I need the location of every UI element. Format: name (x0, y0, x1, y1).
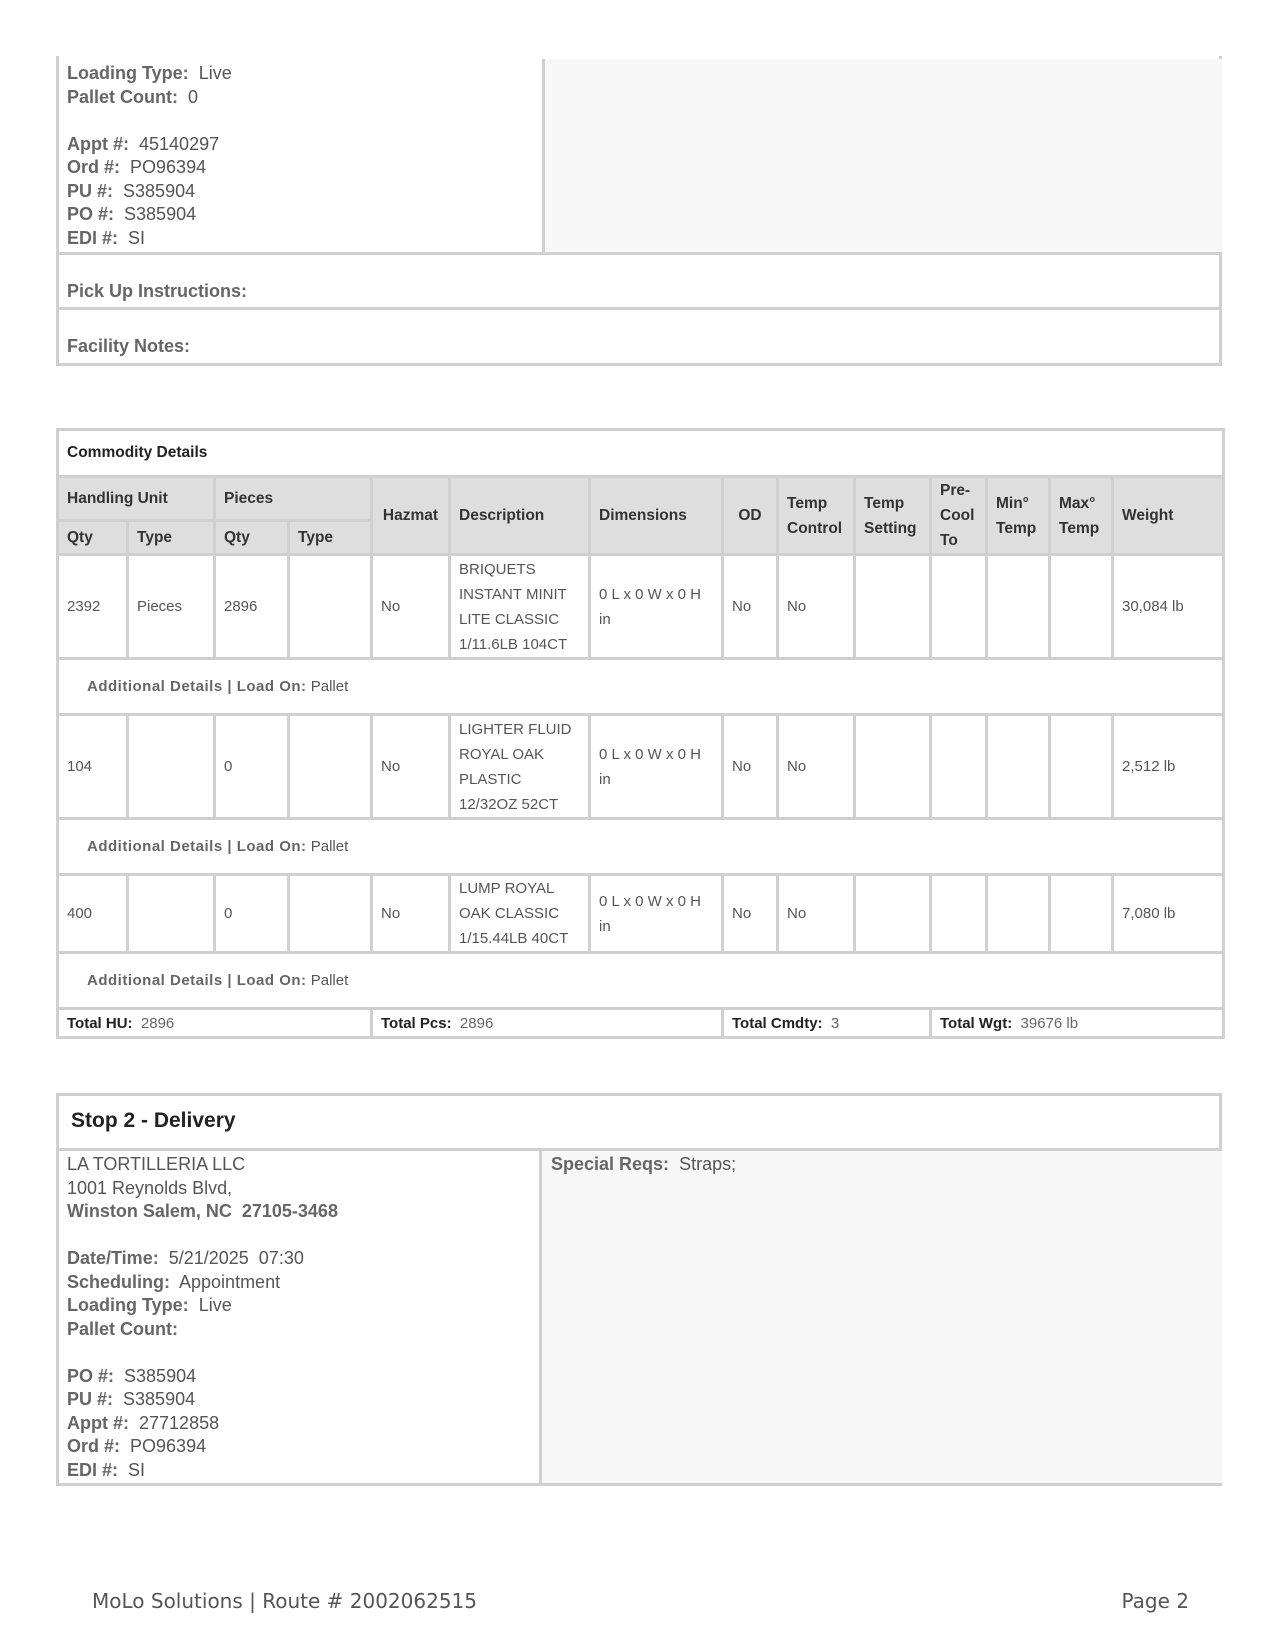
total-cmdty-cell: Total Cmdty: 3 (723, 1009, 931, 1038)
additional-details-row (58, 819, 1224, 875)
od-header: OD (723, 477, 778, 555)
pc-type-cell (289, 715, 372, 819)
edi-line: EDI #: SI (67, 1459, 146, 1480)
hu-qty-header: Qty (58, 521, 128, 555)
max-temp-header: Max° Temp (1050, 477, 1113, 555)
commodity-title-row (58, 430, 1224, 477)
ord-line: Ord #: PO96394 (67, 157, 207, 177)
min-temp-cell (987, 715, 1050, 819)
min-temp-cell (987, 555, 1050, 659)
table-row (58, 555, 1224, 659)
hu-qty-cell: 400 (58, 875, 128, 953)
load-on-value: Pallet (310, 678, 349, 695)
hazmat-cell: No (372, 875, 450, 953)
max-temp-cell (1050, 875, 1113, 953)
dimensions-cell: 0 L x 0 W x 0 H in (590, 715, 723, 819)
weight-header: Weight (1113, 477, 1224, 555)
ord-line: Ord #: PO96394 (67, 1436, 207, 1456)
total-wgt-cell: Total Wgt: 39676 lb (931, 1009, 1224, 1038)
hu-type-cell (128, 715, 215, 819)
stop2-title: Stop 2 - Delivery (71, 1109, 236, 1132)
temp-control-cell: No (778, 715, 855, 819)
hazmat-cell: No (372, 555, 450, 659)
additional-details-row (58, 953, 1224, 1009)
scheduling-line: Scheduling: Appointment (67, 1271, 281, 1292)
pc-type-cell (289, 875, 372, 953)
dimensions-header: Dimensions (590, 477, 723, 555)
pickup-instructions-label: Pick Up Instructions: (67, 281, 248, 301)
edi-line: EDI #: SI (67, 227, 146, 248)
spacer-line (67, 109, 232, 133)
temp-setting-cell (855, 555, 931, 659)
pre-cool-to-header: Pre-Cool To (931, 477, 987, 555)
weight-cell: 30,084 lb (1113, 555, 1224, 659)
pallet-count-line: Pallet Count: (67, 1318, 178, 1339)
hu-qty-cell: 2392 (58, 555, 128, 659)
footer-page-number: Page 2 (1121, 1589, 1189, 1613)
commodity-title: Commodity Details (58, 430, 1224, 477)
od-cell: No (723, 555, 778, 659)
pc-qty-cell: 2896 (215, 555, 289, 659)
handling-unit-header: Handling Unit (58, 477, 215, 521)
totals-row (58, 1009, 1224, 1038)
pallet-count-line: Pallet Count: 0 (67, 86, 199, 107)
stop1-divider-1 (59, 252, 1219, 255)
pu-line: PU #: S385904 (67, 180, 196, 201)
hazmat-cell: No (372, 715, 450, 819)
po-line: PO #: S385904 (67, 1365, 197, 1386)
weight-cell: 2,512 lb (1113, 715, 1224, 819)
total-hu-cell: Total HU: 2896 (58, 1009, 372, 1038)
pc-qty-cell: 0 (215, 715, 289, 819)
loading-type-line: Loading Type: Live (67, 1295, 232, 1315)
date-time-line: Date/Time: 5/21/2025 07:30 (67, 1248, 304, 1268)
special-reqs-label: Special Reqs: (551, 1154, 670, 1174)
pc-type-header: Type (289, 521, 372, 555)
temp-control-cell: No (778, 875, 855, 953)
spacer-line (67, 1224, 338, 1248)
od-cell: No (723, 875, 778, 953)
stop2-info-list (67, 1153, 338, 1482)
stop1-divider-2 (59, 307, 1219, 310)
additional-details-label: Additional Details | Load On: (87, 678, 307, 695)
description-cell: BRIQUETS INSTANT MINIT LITE CLASSIC 1/11.6LB 104CT (450, 555, 590, 659)
min-temp-cell (987, 875, 1050, 953)
max-temp-cell (1050, 715, 1113, 819)
description-cell: LIGHTER FLUID ROYAL OAK PLASTIC 12/32OZ 52CT (450, 715, 590, 819)
pre-cool-cell (931, 875, 987, 953)
dimensions-cell: 0 L x 0 W x 0 H in (590, 875, 723, 953)
weight-cell: 7,080 lb (1113, 875, 1224, 953)
total-pcs-cell: Total Pcs: 2896 (372, 1009, 723, 1038)
pieces-header: Pieces (215, 477, 372, 521)
stop2-right-panel (539, 1151, 1222, 1483)
stop1-info-list (67, 62, 232, 250)
hazmat-header: Hazmat (372, 477, 450, 555)
pc-type-cell (289, 555, 372, 659)
pre-cool-cell (931, 555, 987, 659)
temp-control-cell: No (778, 555, 855, 659)
min-temp-header: Min° Temp (987, 477, 1050, 555)
hu-type-cell: Pieces (128, 555, 215, 659)
pc-qty-header: Qty (215, 521, 289, 555)
stop1-right-panel (542, 59, 1222, 252)
po-line: PO #: S385904 (67, 204, 197, 224)
dimensions-cell: 0 L x 0 W x 0 H in (590, 555, 723, 659)
pre-cool-cell (931, 715, 987, 819)
description-header: Description (450, 477, 590, 555)
appt-line: Appt #: 27712858 (67, 1412, 220, 1433)
loading-type-line: Loading Type: Live (67, 63, 232, 83)
additional-details-label: Additional Details | Load On: (87, 972, 307, 989)
temp-control-header: Temp Control (778, 477, 855, 555)
special-reqs-line (551, 1153, 736, 1177)
facility-notes-label: Facility Notes: (67, 336, 191, 356)
pu-line: PU #: S385904 (67, 1389, 196, 1409)
temp-setting-cell (855, 875, 931, 953)
temp-setting-cell (855, 715, 931, 819)
additional-details-label: Additional Details | Load On: (87, 838, 307, 855)
load-on-value: Pallet (310, 972, 349, 989)
hu-qty-cell: 104 (58, 715, 128, 819)
hu-type-cell (128, 875, 215, 953)
footer-route: MoLo Solutions | Route # 2002062515 (92, 1589, 477, 1613)
max-temp-cell (1050, 555, 1113, 659)
pc-qty-cell: 0 (215, 875, 289, 953)
special-reqs-value: Straps; (679, 1154, 737, 1174)
description-cell: LUMP ROYAL OAK CLASSIC 1/15.44LB 40CT (450, 875, 590, 953)
spacer-line (67, 1341, 338, 1365)
table-row (58, 875, 1224, 953)
city-state-zip: Winston Salem, NC 27105-3468 (67, 1201, 338, 1221)
od-cell: No (723, 715, 778, 819)
hu-type-header: Type (128, 521, 215, 555)
load-on-value: Pallet (310, 838, 349, 855)
additional-details-row (58, 659, 1224, 715)
commodity-table (56, 428, 1225, 1039)
temp-setting-header: Temp Setting (855, 477, 931, 555)
facility-name: LA TORTILLERIA LLC (67, 1154, 246, 1174)
header-row-1 (58, 477, 1224, 521)
table-row (58, 715, 1224, 819)
appt-line: Appt #: 45140297 (67, 133, 220, 154)
street-address: 1001 Reynolds Blvd, (67, 1177, 233, 1198)
